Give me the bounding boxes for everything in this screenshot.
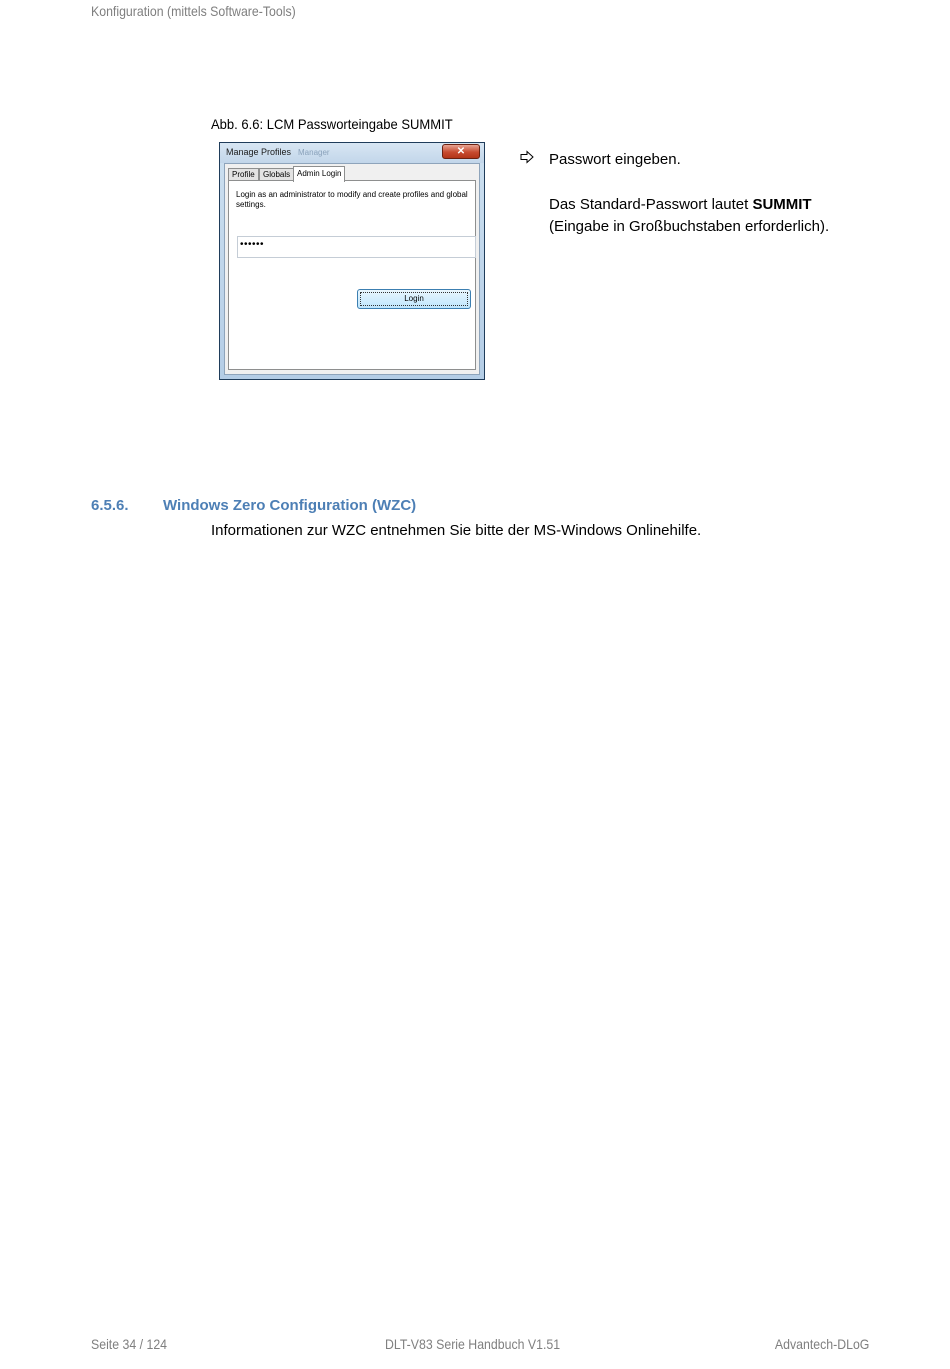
close-icon: ✕ [456, 146, 466, 157]
tab-globals[interactable]: Globals [259, 168, 294, 181]
footer-page-number: Seite 34 / 124 [91, 1336, 168, 1352]
password-note [549, 194, 829, 238]
login-message: Login as an administrator to modify and create profiles and global settings. [236, 190, 468, 209]
manage-profiles-dialog [219, 142, 485, 380]
password-input[interactable]: •••••• [237, 236, 476, 258]
tab-admin-login[interactable]: Admin Login [293, 166, 345, 182]
dialog-title: Manage Profiles [226, 147, 292, 157]
dialog-title-ghost: Manager [298, 148, 330, 157]
figure-caption: Abb. 6.6: LCM Passworteingabe SUMMIT [211, 116, 453, 132]
footer-company: Advantech-DLoG [774, 1336, 869, 1352]
footer-document-title: DLT-V83 Serie Handbuch V1.51 [385, 1336, 561, 1352]
note-uppercase-hint: (Eingabe in Großbuchstaben erforderlich). [549, 218, 830, 235]
running-header: Konfiguration (mittels Software-Tools) [91, 3, 296, 19]
dialog-titlebar [220, 143, 484, 163]
section-number: 6.5.6. [91, 497, 129, 514]
note-prefix: Das Standard-Passwort lautet [549, 196, 753, 213]
section-body: Informationen zur WZC entnehmen Sie bitte der MS-Windows Onlinehilfe. [211, 522, 702, 539]
close-button[interactable] [442, 144, 480, 159]
step-instruction: Passwort eingeben. [549, 151, 681, 168]
default-password: SUMMIT [752, 196, 812, 213]
admin-login-panel [228, 180, 476, 370]
login-button[interactable]: Login [357, 289, 471, 309]
hollow-right-arrow-icon [520, 150, 534, 164]
section-title: Windows Zero Configuration (WZC) [163, 497, 417, 514]
dialog-client-area [224, 163, 480, 375]
tab-profile[interactable]: Profile [228, 168, 259, 181]
